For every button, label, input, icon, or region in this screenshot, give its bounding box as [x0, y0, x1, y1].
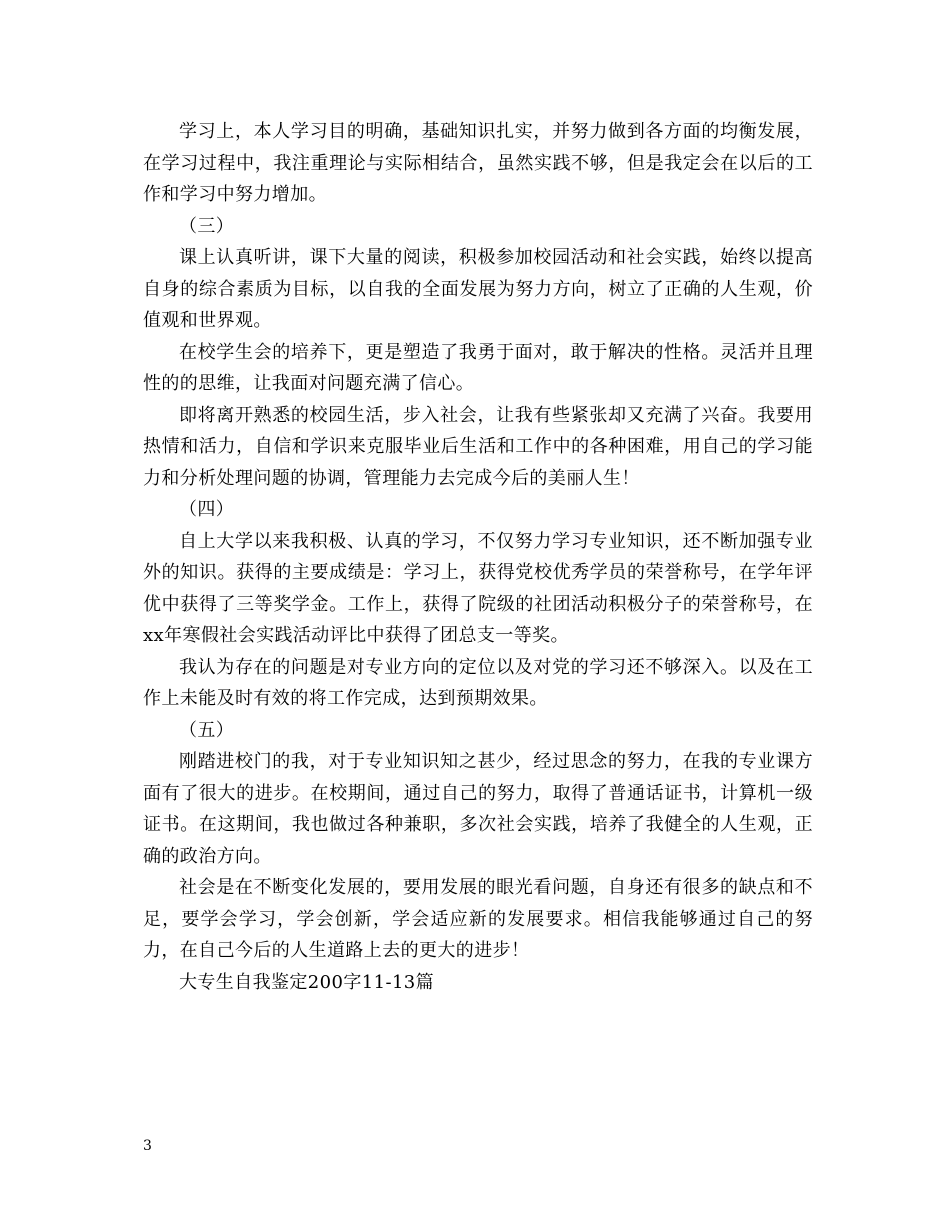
section-heading-five: （五）: [179, 719, 235, 741]
paragraph-progress: 刚踏进校门的我，对于专业知识知之甚少，经过思念的努力，在我的专业课方面有了很大的进步。在校期间，通过自己的努力，取得了普通话证书，计算机一级证书。在这期间，我也做过各种兼职，多次社会实践，培养了我健全的人生观，正确的政治方向。: [143, 751, 813, 867]
paragraph-student-union: 在校学生会的培养下，更是塑造了我勇于面对，敢于解决的性格。灵活并且理性的的思维，让我面对问题充满了信心。: [143, 341, 813, 394]
paragraph-classes: 课上认真听讲，课下大量的阅读，积极参加校园活动和社会实践，始终以提高自身的综合素质为目标，以自我的全面发展为努力方向，树立了正确的人生观，价值观和世界观。: [143, 247, 813, 331]
page-number: 3: [143, 1138, 152, 1154]
paragraph-society: 社会是在不断变化发展的，要用发展的眼光看问题，自身还有很多的缺点和不足，要学会学习，学会创新，学会适应新的发展要求。相信我能够通过自己的努力，在自己今后的人生道路上去的更大的进步！: [143, 877, 813, 961]
paragraph-next-title: 大专生自我鉴定200字11-13篇: [179, 971, 435, 993]
section-heading-four: （四）: [179, 499, 235, 520]
paragraph-problems: 我认为存在的问题是对专业方向的定位以及对党的学习还不够深入。以及在工作上未能及时有效的将工作完成，达到预期效果。: [143, 656, 813, 709]
paragraph-achievements: 自上大学以来我积极、认真的学习，不仅努力学习专业知识，还不断加强专业外的知识。获得的主要成绩是：学习上，获得党校优秀学员的荣誉称号，在学年评优中获得了三等奖学金。工作上，获得了院级的社团活动积极分子的荣誉称号，在xx年寒假社会实践活动评比中获得了团总支一等奖。: [143, 530, 813, 646]
document-body: [143, 116, 813, 998]
section-heading-three: （三）: [179, 215, 235, 237]
paragraph-leaving-campus: 即将离开熟悉的校园生活，步入社会，让我有些紧张却又充满了兴奋。我要用热情和活力，自信和学识来克服毕业后生活和工作中的各种困难，用自己的学习能力和分析处理问题的协调，管理能力去完成今后的美丽人生！: [143, 404, 813, 489]
paragraph-study: 学习上，本人学习目的明确，基础知识扎实，并努力做到各方面的均衡发展，在学习过程中，我注重理论与实际相结合，虽然实践不够，但是我定会在以后的工作和学习中努力增加。: [143, 121, 813, 205]
